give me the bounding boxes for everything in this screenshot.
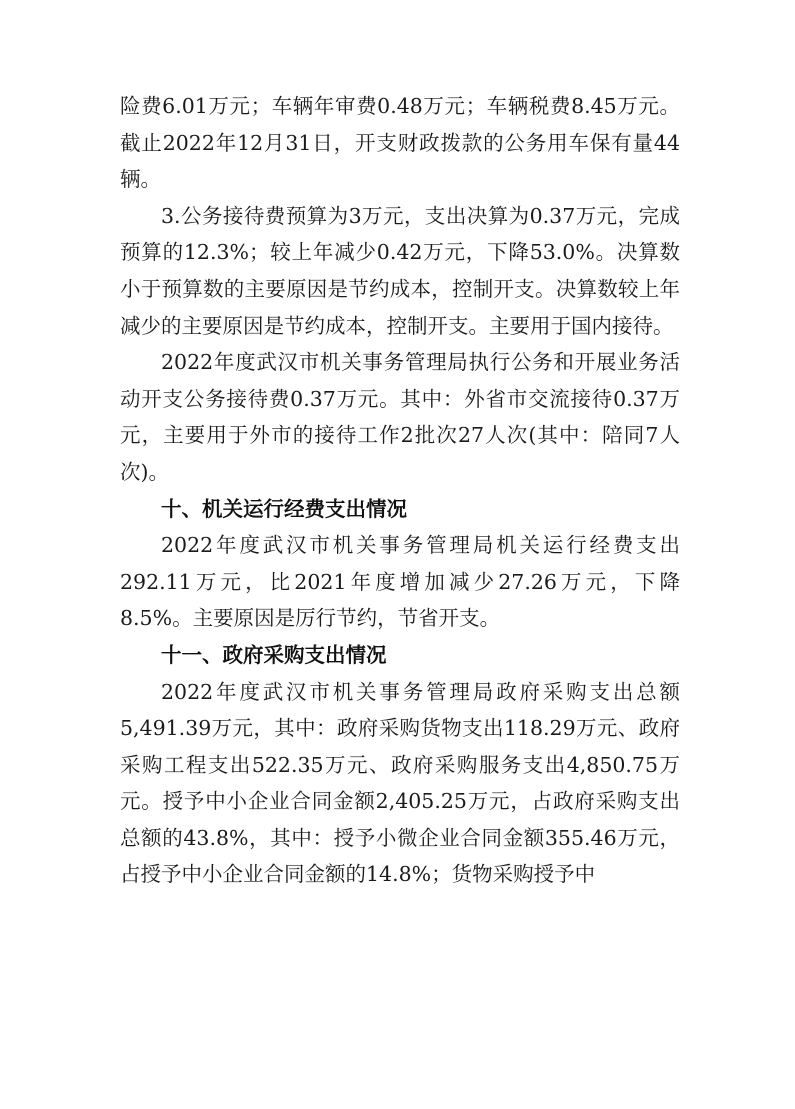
paragraph-vehicle-costs: 险费6.01万元；车辆年审费0.48万元；车辆税费8.45万元。截止2022年12月31日，开支财政拨款的公务用车保有量44辆。 (120, 94, 680, 192)
paragraph-operating-expenses: 2022年度武汉市机关事务管理局机关运行经费支出292.11万元，比2021年度增加减少27.26万元，下降8.5%。主要原因是厉行节约，节省开支。 (120, 533, 680, 631)
section-heading-procurement: 十一、政府采购支出情况 (161, 642, 387, 667)
paragraph-reception-details: 2022年度武汉市机关事务管理局执行公务和开展业务活动开支公务接待费0.37万元。其中：外省市交流接待0.37万元，主要用于外市的接待工作2批次27人次(其中：陪同7人次)。 (120, 350, 680, 484)
document-body (120, 88, 680, 893)
paragraph-procurement: 2022年度武汉市机关事务管理局政府采购支出总额5,491.39万元，其中：政府采购货物支出118.29万元、政府采购工程支出522.35万元、政府采购服务支出4,850.75万元。授予中小企业合同金额2,405.25万元，占政府采购支出总额的43.8%，其中：授予小微企业合同金额355.46万元，占授予中小企业合同金额的14.8%；货物采购授予中 (120, 679, 680, 887)
section-heading-operating-expenses: 十、机关运行经费支出情况 (161, 496, 407, 521)
paragraph-reception-budget: 3.公务接待费预算为3万元，支出决算为0.37万元，完成预算的12.3%；较上年减少0.42万元，下降53.0%。决算数小于预算数的主要原因是节约成本，控制开支。决算数较上年减少的主要原因是节约成本，控制开支。主要用于国内接待。 (120, 203, 680, 338)
